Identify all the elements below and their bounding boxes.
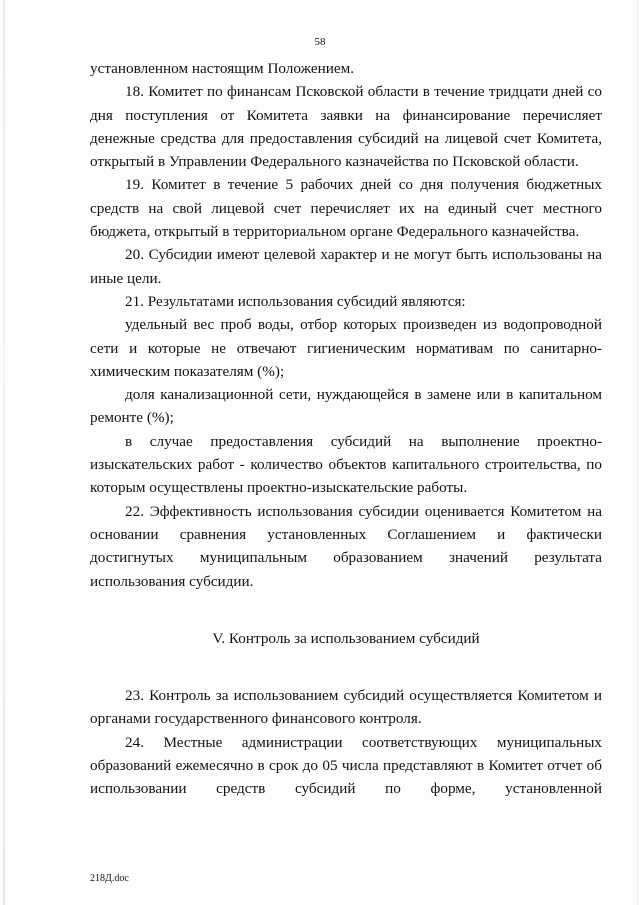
page-number: 58 [314,36,326,48]
document-body [90,57,602,801]
paragraph-22: 22. Эффективность использования субсидии оценивается Комитетом на основании сравнения установленных Соглашением и фактически достигнутых муниципальным образованием значений результата использования субсидии. [90,502,602,590]
footer-filename: 218Д.doc [90,873,129,884]
paragraph-21-item-sewer-network: доля канализационной сети, нуждающейся в замене или в капитальном ремонте (%); [90,386,602,427]
paragraph-19: 19. Комитет в течение 5 рабочих дней со дня получения бюджетных средств на свой лицевой счет перечисляет их на единый счет местного бюджета, открытый в территориальном органе Федерального казначейства. [90,176,602,241]
paragraph-21-item-design-survey: в случае предоставления субсидий на выполнение проектно-изыскательских работ - количество объектов капитального строительства, по которым осуществлены проектно-изыскательские работы. [90,432,602,497]
scan-edge-right [637,0,638,905]
paragraph-21: 21. Результатами использования субсидий являются: [125,292,466,310]
paragraph-18: 18. Комитет по финансам Псковской области в течение тридцати дней со дня поступления от Комитета заявки на финансирование перечисляет денежные средства для предоставления субсидий на лицевой счет Комитета, открытый в Управлении Федерального казначейства по Псковской области. [90,83,602,171]
paragraph-continuation: установленном настоящим Положением. [90,60,355,77]
paragraph-21-item-water-samples: удельный вес проб воды, отбор которых произведен из водопроводной сети и которые не отвечают гигиеническим нормативам по санитарно-химическим показателям (%); [90,316,602,380]
paragraph-23: 23. Контроль за использованием субсидий осуществляется Комитетом и органами государственного финансового контроля. [90,687,602,728]
section-heading: V. Контроль за использованием субсидий [212,629,480,647]
paragraph-24: 24. Местные администрации соответствующих муниципальных образований ежемесячно в срок до 05 числа представляют в Комитет отчет об использовании средств субсидий по форме, установленной [90,733,602,798]
scan-edge-left [3,0,5,905]
paragraph-20: 20. Субсидии имеют целевой характер и не могут быть использованы на иные цели. [90,246,602,287]
